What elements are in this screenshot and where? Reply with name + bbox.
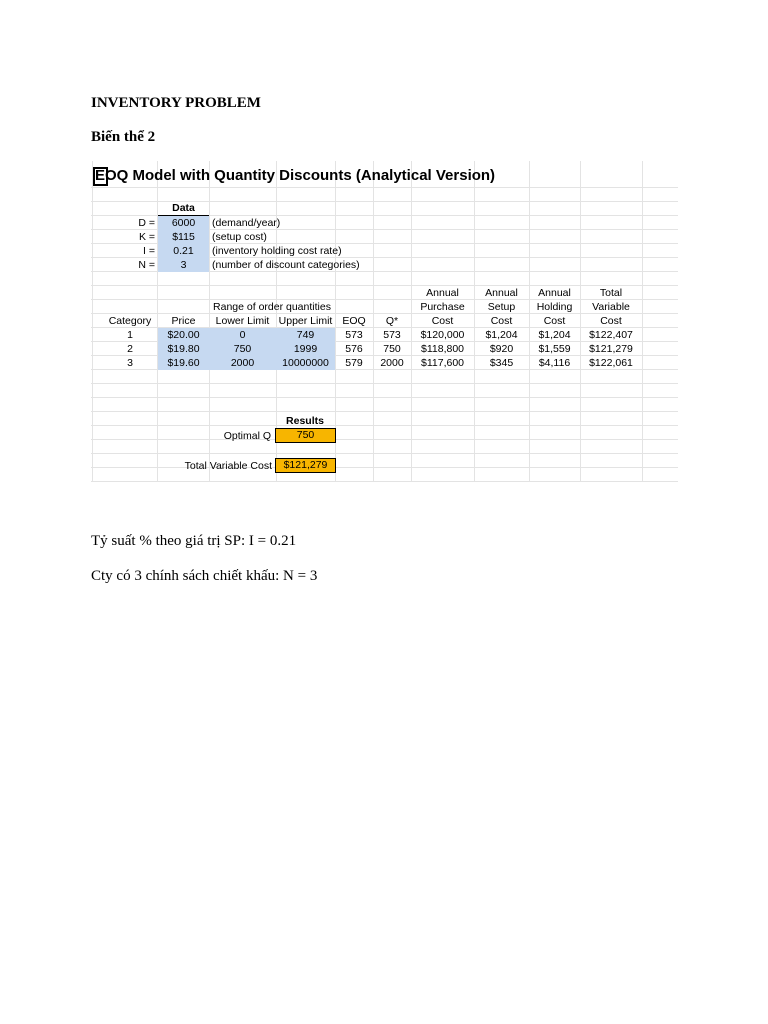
col-header-setup-1: Annual [485,287,518,299]
param-label: D = [138,217,155,229]
cell-purchase: $118,800 [420,343,464,355]
spreadsheet-screenshot [91,161,678,482]
tvc-label: Total Variable Cost [184,460,272,472]
col-header-holding-3: Cost [543,315,566,327]
paragraph-discount: Cty có 3 chính sách chiết khấu: N = 3 [91,568,318,584]
cell-qstar: 750 [383,343,401,355]
param-note: (setup cost) [212,231,267,243]
param-value: 3 [180,259,187,271]
param-note: (inventory holding cost rate) [212,245,342,257]
param-label: K = [138,231,155,243]
param-note: (demand/year) [212,217,281,229]
col-header-purchase-1: Annual [426,287,459,299]
cell-lower: 0 [239,329,246,341]
col-header-total-3: Cost [600,315,622,327]
cell-upper: 749 [296,329,315,341]
cell-purchase: $120,000 [420,329,465,341]
cell-holding: $1,204 [538,329,571,341]
optimal-q-value: 750 [275,428,336,443]
cell-upper: 1999 [293,343,318,355]
col-header-upper: Upper Limit [278,315,333,327]
optimal-q-label: Optimal Q [223,430,271,442]
cell-holding: $1,559 [538,343,571,355]
param-label: N = [138,259,155,271]
cell-setup: $1,204 [485,329,518,341]
cell-setup: $345 [489,357,514,369]
cell-qstar: 573 [383,329,401,341]
cell-holding: $4,116 [538,357,571,369]
cell-lower: 750 [233,343,252,355]
param-value: 6000 [171,217,196,229]
cell-price: $19.80 [167,343,200,355]
param-value: $115 [172,231,195,243]
cell-price: $20.00 [167,329,200,341]
cell-eoq: 576 [345,343,363,355]
cell-purchase: $117,600 [420,357,464,369]
param-value: 0.21 [173,245,194,257]
cell-price: $19.60 [167,357,200,369]
paragraph-rate: Tỷ suất % theo giá trị SP: I = 0.21 [91,533,297,549]
document-subheading: Biến thể 2 [91,129,156,145]
col-header-setup-2: Setup [487,301,516,313]
sheet-title: EOQ Model with Quantity Discounts (Analytical Version) [95,167,496,184]
cell-qstar: 2000 [380,357,404,369]
col-header-lower: Lower Limit [215,315,270,327]
cell-total: $122,407 [589,329,633,341]
range-header: Range of order quantities [213,301,331,313]
results-header: Results [286,415,324,427]
col-header-holding-1: Annual [538,287,571,299]
col-header-purchase-2: Purchase [420,301,465,313]
cell-total: $121,279 [589,343,633,355]
col-header-qstar: Q* [385,315,399,327]
param-label: I = [143,245,155,257]
col-header-purchase-3: Cost [431,315,454,327]
col-header-price: Price [171,315,196,327]
tvc-value: $121,279 [275,458,336,473]
cell-setup: $920 [489,343,514,355]
col-header-holding-2: Holding [536,301,573,313]
col-header-setup-3: Cost [490,315,513,327]
cell-total: $122,061 [589,357,633,369]
cell-eoq: 573 [345,329,363,341]
col-header-eoq: EOQ [342,315,366,327]
cell-eoq: 579 [345,357,363,369]
cell-category: 3 [127,357,133,369]
data-header: Data [172,202,195,214]
col-header-total-1: Total [599,287,623,299]
cell-category: 1 [127,329,133,341]
cell-category: 2 [127,343,133,355]
col-header-total-2: Variable [592,301,630,313]
document-heading: INVENTORY PROBLEM [91,95,261,111]
cell-lower: 2000 [230,357,255,369]
col-header-category: Category [108,315,152,327]
param-note: (number of discount categories) [212,259,360,271]
cell-upper: 10000000 [282,357,329,369]
